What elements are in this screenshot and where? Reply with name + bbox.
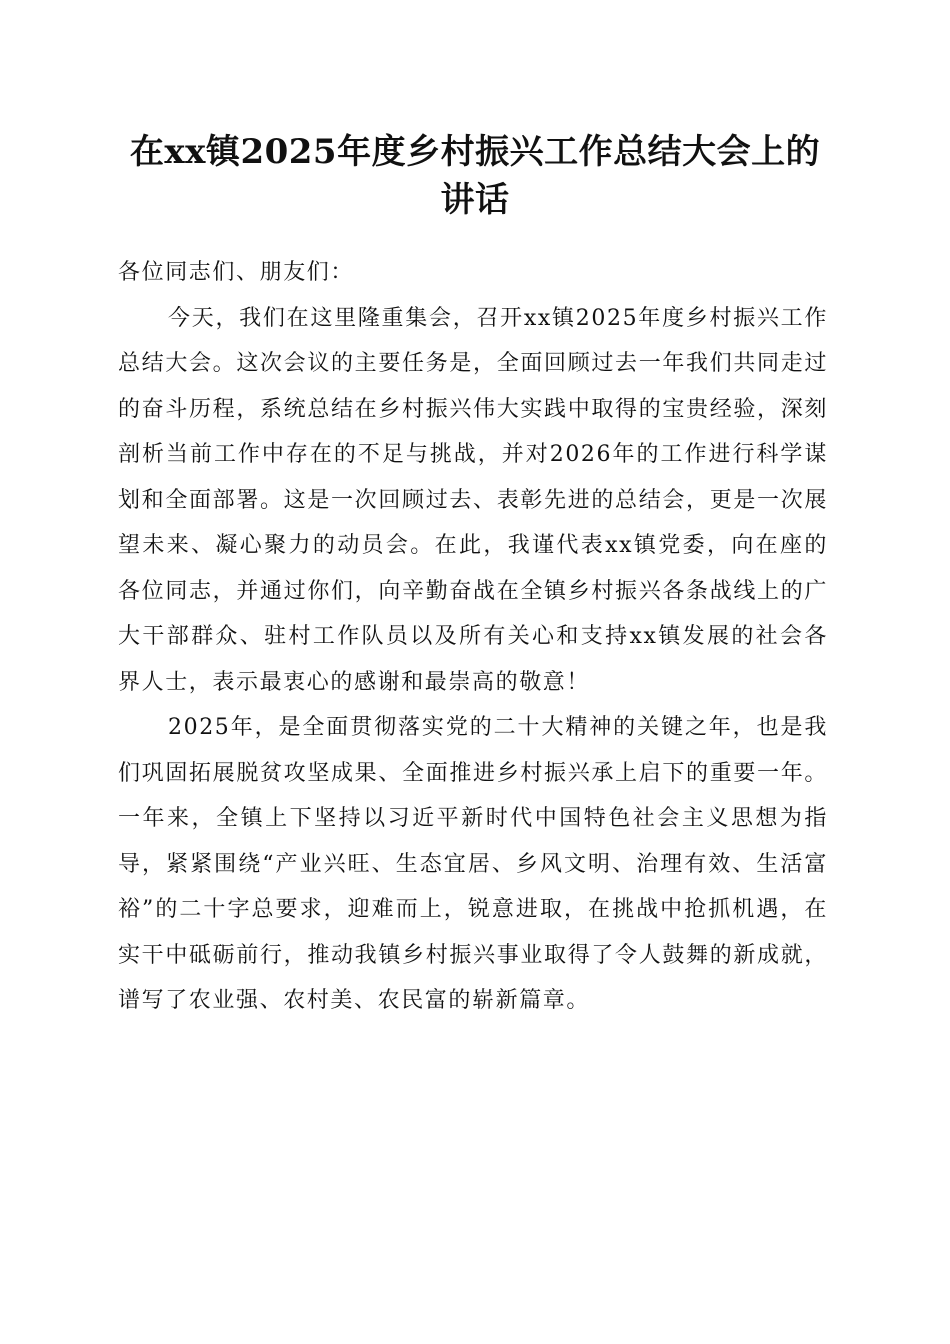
document-title <box>110 128 840 224</box>
title-line-1: 在xx镇2025年度乡村振兴工作总结大会上的 <box>129 132 821 172</box>
document-body <box>118 250 828 1024</box>
title-line-2: 讲话 <box>440 180 510 220</box>
paragraph-2: 2025年，是全面贯彻落实党的二十大精神的关键之年，也是我们巩固拓展脱贫攻坚成果、全面推进乡村振兴承上启下的重要一年。一年来，全镇上下坚持以习近平新时代中国特色社会主义思想为指导，紧紧围绕“产业兴旺、生态宜居、乡风文明、治理有效、生活富裕”的二十字总要求，迎难而上，锐意进取，在挑战中抢抓机遇，在实干中砥砺前行，推动我镇乡村振兴事业取得了令人鼓舞的新成就，谱写了农业强、农村美、农民富的崭新篇章。 <box>118 715 828 1013</box>
paragraph-1: 今天，我们在这里隆重集会，召开xx镇2025年度乡村振兴工作总结大会。这次会议的主要任务是，全面回顾过去一年我们共同走过的奋斗历程，系统总结在乡村振兴伟大实践中取得的宝贵经验，深刻剖析当前工作中存在的不足与挑战，并对2026年的工作进行科学谋划和全面部署。这是一次回顾过去、表彰先进的总结会，更是一次展望未来、凝心聚力的动员会。在此，我谨代表xx镇党委，向在座的各位同志，并通过你们，向辛勤奋战在全镇乡村振兴各条战线上的广大干部群众、驻村工作队员以及所有关心和支持xx镇发展的社会各界人士，表示最衷心的感谢和最崇高的敬意！ <box>118 305 828 695</box>
salutation: 各位同志们、朋友们： <box>118 260 355 285</box>
